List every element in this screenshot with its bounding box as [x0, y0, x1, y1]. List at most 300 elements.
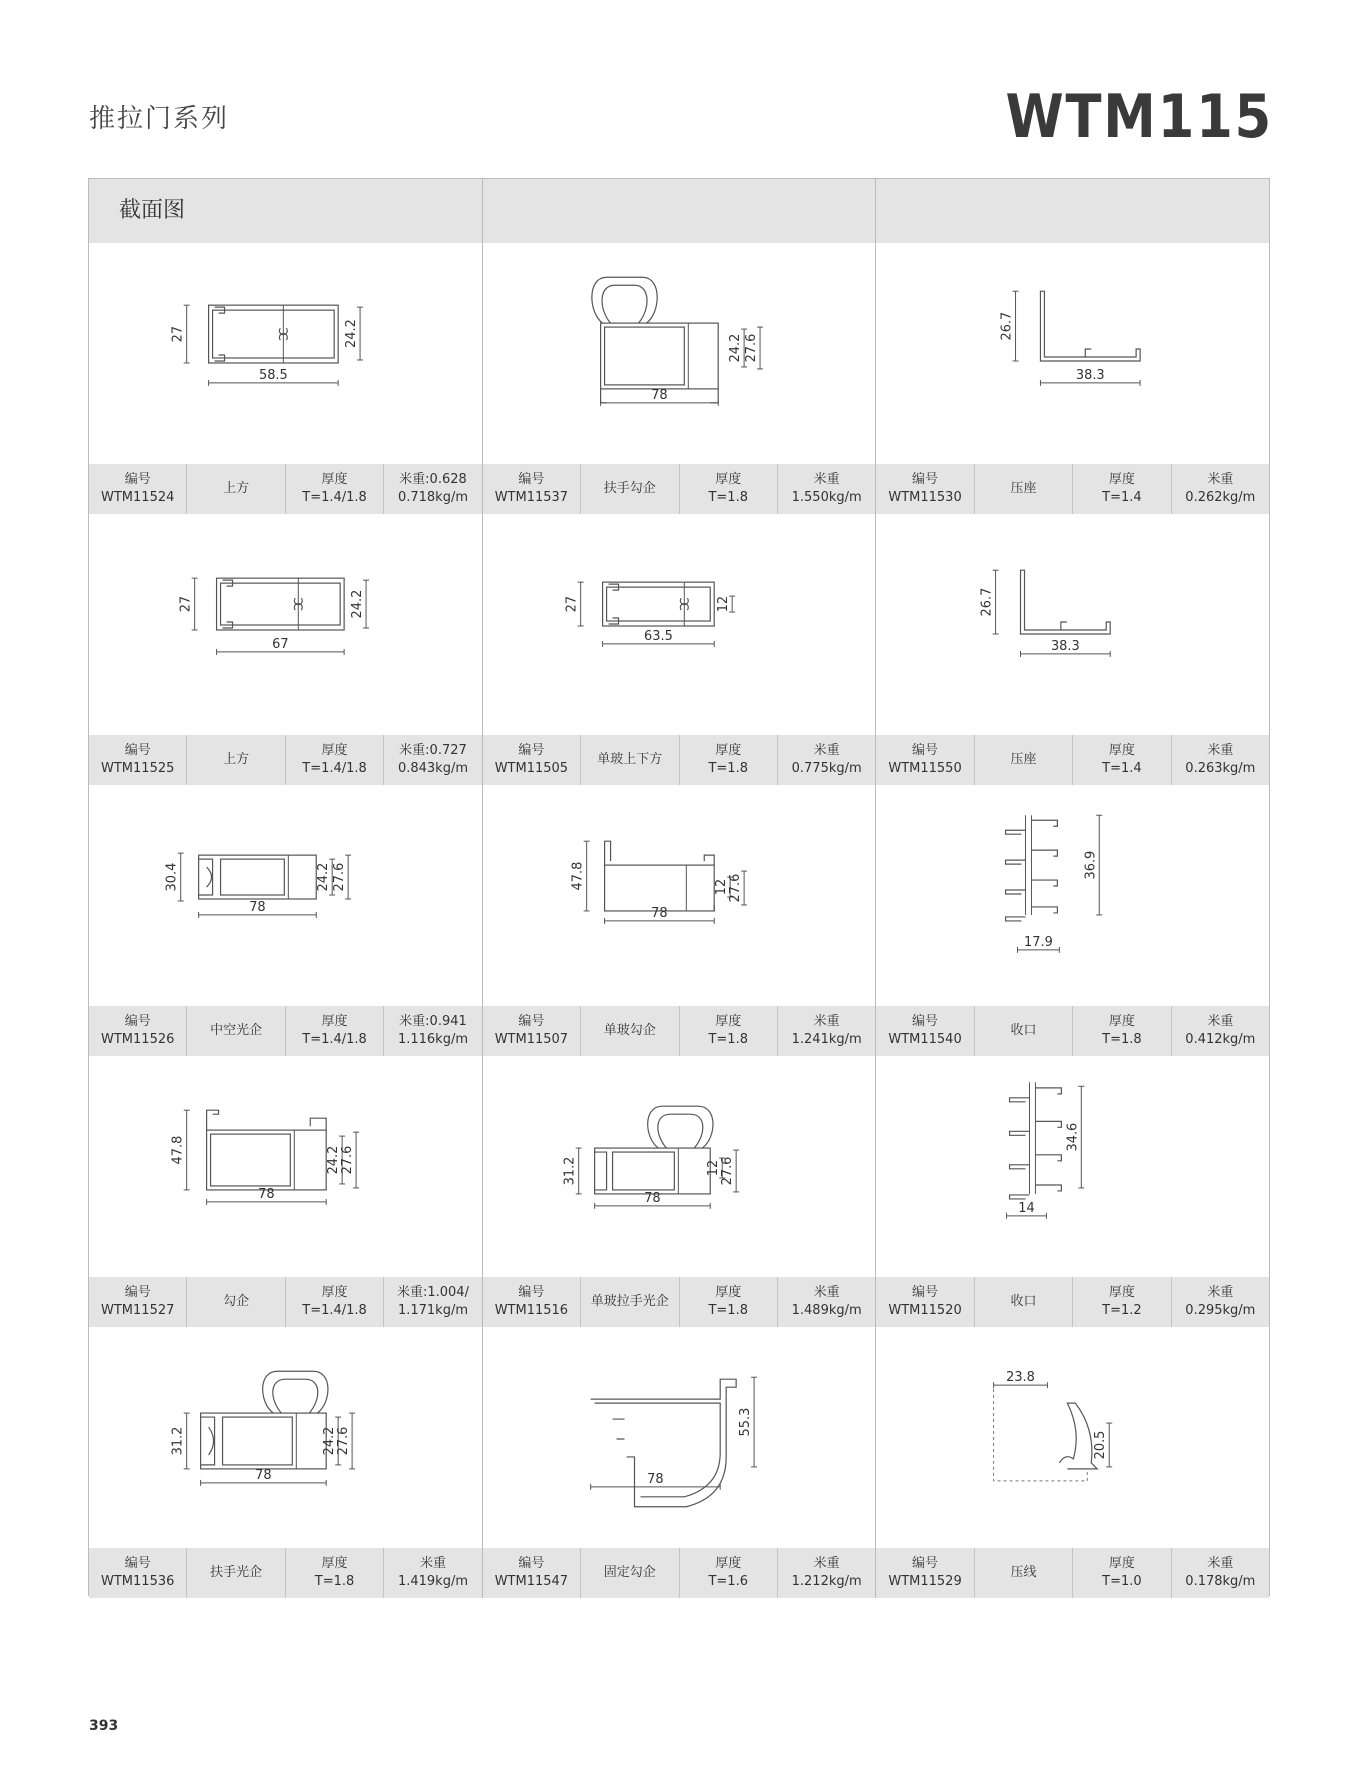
weight-line-1: 米重: [813, 743, 840, 758]
thickness-cell: [680, 735, 778, 785]
profile-outline: [199, 855, 317, 899]
profile-catalog-table: [88, 178, 1270, 1596]
weight-line-1: 米重: [1207, 472, 1234, 487]
thickness-cell: [680, 1548, 778, 1598]
thickness-label: 厚度: [1108, 743, 1135, 758]
profile-cell: [89, 243, 483, 514]
profile-outline: [658, 1114, 703, 1148]
code-cell: [876, 735, 974, 785]
profile-outline: [1006, 890, 1026, 894]
profile-outline: [207, 1130, 327, 1190]
name-cell: [187, 1277, 285, 1327]
profile-code: WTM11529: [888, 1574, 962, 1589]
weight-cell: [778, 464, 875, 514]
profile-name: 上方: [223, 481, 250, 496]
thickness-cell: [680, 464, 778, 514]
table-header-cell: [89, 179, 483, 243]
dimension-label: 12: [713, 878, 729, 896]
dimension-label: 27.6: [340, 1145, 356, 1175]
code-label: 编号: [912, 1285, 939, 1300]
profile-outline: [602, 285, 647, 323]
profile-cell: [876, 785, 1269, 1056]
profile-section-drawing: [876, 1327, 1269, 1548]
weight-line-2: 1.212kg/m: [791, 1574, 862, 1589]
dimension-label: 78: [258, 1186, 275, 1202]
profile-code: WTM11520: [888, 1303, 962, 1318]
dimension-label: 24.2: [727, 333, 743, 363]
profile-outline: [1032, 907, 1058, 913]
profile-code: WTM11526: [101, 1032, 175, 1047]
name-cell: [187, 735, 285, 785]
thickness-label: 厚度: [321, 743, 348, 758]
profile-thickness: T=1.0: [1102, 1574, 1142, 1589]
weight-line-1: 米重:0.941: [399, 1014, 467, 1029]
weight-line-2: 1.241kg/m: [791, 1032, 862, 1047]
profile-thickness: T=1.4/1.8: [302, 1303, 367, 1318]
profile-outline: [1036, 1185, 1062, 1191]
dimension-label: 63.5: [643, 628, 673, 644]
profile-outline: [1032, 880, 1058, 886]
code-label: 编号: [124, 1556, 151, 1571]
weight-line-1: 米重:0.628: [399, 472, 467, 487]
thickness-cell: [680, 1277, 778, 1327]
profile-name: 勾企: [223, 1294, 250, 1309]
dimension-label: 34.6: [1065, 1122, 1081, 1152]
profile-outline: [221, 583, 341, 625]
name-cell: [581, 1277, 679, 1327]
weight-line-2: 0.775kg/m: [791, 761, 862, 776]
thickness-cell: [286, 464, 384, 514]
name-cell: [975, 1006, 1073, 1056]
thickness-cell: [286, 1006, 384, 1056]
profile-outline: [1032, 820, 1058, 826]
profile-name: 扶手光企: [210, 1565, 263, 1580]
profile-thickness: T=1.8: [708, 1032, 748, 1047]
thickness-label: 厚度: [715, 1556, 742, 1571]
profile-cell: [89, 1056, 483, 1327]
profile-outline: [604, 327, 684, 385]
profile-outline: [600, 323, 718, 389]
weight-line-1: 米重: [1207, 1014, 1234, 1029]
profile-section-drawing: [89, 243, 482, 464]
code-label: 编号: [518, 743, 545, 758]
thickness-label: 厚度: [321, 1285, 348, 1300]
dimension-label: 78: [646, 1471, 664, 1487]
profile-outline: [207, 1110, 219, 1130]
weight-cell: [778, 735, 875, 785]
dimension-label: 24.2: [350, 589, 366, 619]
spec-bar: [483, 1006, 876, 1056]
profile-section-drawing: [483, 514, 876, 735]
profile-thickness: T=1.8: [708, 490, 748, 505]
profile-name: 压线: [1010, 1565, 1037, 1580]
profile-name: 压座: [1010, 752, 1037, 767]
profile-section-drawing: [483, 1056, 876, 1277]
dimension-label: 47.8: [570, 861, 586, 891]
dimension-label: 23.8: [1006, 1370, 1036, 1386]
profile-code: WTM11525: [101, 761, 175, 776]
thickness-label: 厚度: [715, 1014, 742, 1029]
profile-outline: [1010, 1131, 1030, 1135]
code-label: 编号: [912, 472, 939, 487]
profile-section-drawing: [89, 785, 482, 1006]
profile-name: 上方: [223, 752, 250, 767]
profile-section-drawing: [483, 243, 876, 464]
thickness-label: 厚度: [321, 1556, 348, 1571]
weight-cell: [1172, 735, 1269, 785]
dimension-label: 67: [272, 636, 289, 652]
dimension-label: 27.6: [332, 862, 348, 892]
spec-bar: [89, 1277, 482, 1327]
profile-outline: [209, 305, 339, 363]
spec-bar: [483, 1548, 876, 1598]
dimension-label: 27: [178, 595, 194, 613]
profile-cell: [89, 1327, 483, 1598]
profile-section-drawing: [89, 1327, 482, 1548]
profile-outline: [1041, 291, 1141, 361]
weight-line-1: 米重: [813, 1556, 840, 1571]
profile-section-drawing: [876, 785, 1269, 1006]
dimension-label: 27.6: [743, 333, 759, 363]
dimension-label: 78: [643, 1190, 661, 1206]
profile-outline: [221, 859, 285, 895]
weight-line-1: 米重: [813, 1014, 840, 1029]
weight-line-2: 0.178kg/m: [1185, 1574, 1256, 1589]
thickness-cell: [1073, 1006, 1171, 1056]
profile-outline: [590, 1379, 736, 1507]
profile-name: 压座: [1010, 481, 1037, 496]
profile-code: WTM11536: [101, 1574, 175, 1589]
profile-section-drawing: [483, 785, 876, 1006]
code-label: 编号: [124, 472, 151, 487]
dimension-label: 58.5: [258, 367, 288, 383]
code-cell: [483, 1277, 581, 1327]
profile-outline: [594, 1152, 606, 1190]
dimension-label: 78: [255, 1467, 272, 1483]
weight-line-2: 0.295kg/m: [1185, 1303, 1256, 1318]
name-cell: [975, 464, 1073, 514]
profile-name: 中空光企: [210, 1023, 263, 1038]
dimension-label: 30.4: [164, 862, 180, 892]
dimension-label: 12: [715, 595, 731, 613]
profile-outline: [201, 1417, 215, 1465]
profile-outline: [1036, 1121, 1062, 1127]
profile-outline: [1006, 860, 1026, 864]
code-label: 编号: [518, 1014, 545, 1029]
weight-line-2: 1.419kg/m: [397, 1574, 468, 1589]
dimension-label: 20.5: [1093, 1430, 1109, 1460]
profile-outline: [310, 1118, 326, 1130]
weight-line-1: 米重: [1207, 743, 1234, 758]
dimension-label: 47.8: [170, 1135, 186, 1165]
spec-bar: [876, 735, 1269, 785]
profile-outline: [612, 1419, 624, 1439]
profile-name: 单玻上下方: [597, 752, 663, 767]
thickness-cell: [286, 1277, 384, 1327]
dimension-label: 55.3: [737, 1407, 753, 1437]
profile-cell: [483, 514, 877, 785]
weight-cell: [384, 735, 481, 785]
spec-bar: [876, 1548, 1269, 1598]
profile-outline: [1086, 349, 1092, 357]
profile-cell: [876, 514, 1269, 785]
dimension-label: 31.2: [562, 1156, 578, 1186]
dimension-label: 78: [650, 387, 668, 403]
profile-code: WTM11505: [494, 761, 569, 776]
dimension-label: 27.6: [336, 1426, 352, 1456]
profile-cell: [483, 243, 877, 514]
spec-bar: [89, 735, 482, 785]
weight-line-1: 米重: [1207, 1556, 1234, 1571]
thickness-label: 厚度: [321, 1014, 348, 1029]
table-header-cell: [876, 179, 1269, 243]
dimension-label: 78: [249, 899, 266, 915]
profile-outline: [704, 855, 714, 911]
weight-cell: [778, 1006, 875, 1056]
profile-outline: [1060, 1403, 1098, 1469]
spec-bar: [483, 735, 876, 785]
profile-name: 单玻拉手光企: [590, 1294, 669, 1309]
thickness-cell: [286, 735, 384, 785]
profile-thickness: T=1.8: [314, 1574, 355, 1589]
code-label: 编号: [518, 1556, 545, 1571]
weight-line-1: 米重: [1207, 1285, 1234, 1300]
name-cell: [187, 1006, 285, 1056]
code-label: 编号: [912, 743, 939, 758]
code-label: 编号: [124, 1285, 151, 1300]
profile-outline: [1010, 1195, 1030, 1199]
profile-cell: [483, 1327, 877, 1598]
dimension-label: 38.3: [1051, 638, 1081, 654]
table-header-cell: [483, 179, 877, 243]
profile-outline: [1006, 830, 1026, 834]
dimension-label: 14: [1018, 1200, 1036, 1216]
profile-code: WTM11547: [494, 1574, 569, 1589]
name-cell: [581, 1006, 679, 1056]
dimension-label: 24.2: [316, 862, 332, 892]
weight-cell: [1172, 464, 1269, 514]
weight-cell: [778, 1277, 875, 1327]
profile-outline: [604, 865, 714, 911]
profile-outline: [602, 582, 714, 626]
code-cell: [876, 464, 974, 514]
profile-name: 扶手勾企: [603, 481, 656, 496]
thickness-cell: [1073, 464, 1171, 514]
dimension-label: 24.2: [344, 319, 360, 348]
spec-bar: [876, 464, 1269, 514]
spec-bar: [89, 464, 482, 514]
series-title: 推拉门系列: [89, 104, 230, 134]
profile-cell: [89, 785, 483, 1056]
profile-code: WTM11550: [888, 761, 962, 776]
weight-cell: [384, 1277, 481, 1327]
dimension-label: 17.9: [1024, 934, 1054, 950]
profile-cell: [89, 514, 483, 785]
code-cell: [483, 1006, 581, 1056]
thickness-label: 厚度: [1108, 472, 1135, 487]
table-row: [89, 243, 1269, 514]
profile-code: WTM11530: [888, 490, 962, 505]
profile-code: WTM11516: [494, 1303, 569, 1318]
thickness-label: 厚度: [1108, 1014, 1135, 1029]
profile-outline: [1032, 850, 1058, 856]
name-cell: [975, 1277, 1073, 1327]
profile-code: WTM11524: [101, 490, 175, 505]
table-row: [89, 1056, 1269, 1327]
code-cell: [89, 1006, 187, 1056]
profile-outline: [217, 578, 345, 630]
weight-cell: [384, 464, 481, 514]
code-cell: [89, 464, 187, 514]
dimension-label: 78: [650, 905, 668, 921]
profile-section-drawing: [89, 1056, 482, 1277]
dimension-label: 27: [170, 325, 186, 343]
name-cell: [581, 735, 679, 785]
profile-name: 收口: [1010, 1023, 1037, 1038]
code-cell: [876, 1277, 974, 1327]
profile-outline: [1061, 622, 1067, 630]
name-cell: [581, 464, 679, 514]
weight-line-1: 米重:1.004/: [396, 1285, 469, 1300]
weight-cell: [1172, 1548, 1269, 1598]
profile-outline: [273, 1379, 318, 1413]
profile-thickness: T=1.8: [708, 1303, 748, 1318]
profile-section-drawing: [876, 1056, 1269, 1277]
profile-thickness: T=1.8: [708, 761, 748, 776]
code-cell: [483, 464, 581, 514]
profile-name: 收口: [1010, 1294, 1037, 1309]
profile-thickness: T=1.2: [1102, 1303, 1142, 1318]
weight-line-2: 0.718kg/m: [397, 490, 468, 505]
dimension-label: 26.7: [999, 311, 1015, 341]
profile-outline: [1006, 917, 1026, 921]
spec-bar: [483, 1277, 876, 1327]
weight-line-2: 1.489kg/m: [791, 1303, 862, 1318]
dimension-label: 27.6: [727, 873, 743, 903]
thickness-cell: [1073, 1548, 1171, 1598]
section-label: 截面图: [119, 198, 186, 223]
profile-cell: [876, 1056, 1269, 1327]
dimension-label: 31.2: [170, 1426, 186, 1456]
code-label: 编号: [912, 1556, 939, 1571]
profile-thickness: T=1.6: [708, 1574, 748, 1589]
dimension-label: 38.3: [1076, 367, 1106, 383]
code-cell: [89, 735, 187, 785]
profile-code: WTM11540: [888, 1032, 962, 1047]
profile-code: WTM11537: [494, 490, 569, 505]
profile-name: 单玻勾企: [603, 1023, 656, 1038]
profile-thickness: T=1.4/1.8: [302, 490, 367, 505]
name-cell: [187, 464, 285, 514]
profile-code: WTM11527: [101, 1303, 175, 1318]
weight-line-2: 0.262kg/m: [1185, 490, 1256, 505]
code-cell: [876, 1006, 974, 1056]
profile-section-drawing: [483, 1327, 876, 1548]
name-cell: [187, 1548, 285, 1598]
profile-cell: [483, 1056, 877, 1327]
profile-outline: [223, 1417, 293, 1465]
code-cell: [483, 735, 581, 785]
profile-section-drawing: [89, 514, 482, 735]
spec-bar: [483, 464, 876, 514]
thickness-cell: [286, 1548, 384, 1598]
dimension-label: 24.2: [326, 1145, 342, 1175]
thickness-cell: [680, 1006, 778, 1056]
thickness-label: 厚度: [1108, 1556, 1135, 1571]
profile-outline: [1021, 570, 1111, 634]
weight-cell: [1172, 1006, 1269, 1056]
weight-line-1: 米重:0.727: [399, 743, 467, 758]
thickness-label: 厚度: [1108, 1285, 1135, 1300]
code-cell: [89, 1548, 187, 1598]
thickness-label: 厚度: [321, 472, 348, 487]
weight-line-2: 0.843kg/m: [397, 761, 468, 776]
code-label: 编号: [518, 1285, 545, 1300]
spec-bar: [89, 1006, 482, 1056]
spec-bar: [876, 1006, 1269, 1056]
profile-outline: [606, 587, 710, 621]
profile-outline: [1036, 1155, 1062, 1161]
weight-line-1: 米重: [419, 1556, 446, 1571]
dimension-label: 27.6: [719, 1156, 735, 1186]
dimension-label: 36.9: [1083, 850, 1099, 880]
thickness-label: 厚度: [715, 472, 742, 487]
profile-section-drawing: [876, 514, 1269, 735]
weight-line-2: 1.116kg/m: [397, 1032, 468, 1047]
spec-bar: [876, 1277, 1269, 1327]
thickness-label: 厚度: [715, 1285, 742, 1300]
code-label: 编号: [124, 1014, 151, 1029]
code-cell: [483, 1548, 581, 1598]
code-cell: [876, 1548, 974, 1598]
profile-outline: [211, 1134, 291, 1186]
dimension-label: 27: [564, 595, 580, 613]
weight-cell: [384, 1548, 481, 1598]
profile-outline: [612, 1152, 674, 1190]
profile-outline: [213, 310, 335, 358]
thickness-cell: [1073, 1277, 1171, 1327]
code-cell: [89, 1277, 187, 1327]
profile-cell: [876, 1327, 1269, 1598]
dimension-label: 24.2: [322, 1426, 338, 1456]
name-cell: [581, 1548, 679, 1598]
profile-thickness: T=1.4/1.8: [302, 761, 367, 776]
dimension-label: 26.7: [979, 587, 995, 617]
profile-thickness: T=1.4/1.8: [302, 1032, 367, 1047]
profile-thickness: T=1.4: [1102, 490, 1142, 505]
thickness-cell: [1073, 735, 1171, 785]
profile-outline: [1010, 1165, 1030, 1169]
profile-outline: [604, 841, 610, 865]
weight-line-2: 1.171kg/m: [397, 1303, 468, 1318]
table-header-row: [89, 179, 1269, 243]
page-number: 393: [89, 1718, 119, 1734]
weight-line-2: 0.412kg/m: [1185, 1032, 1256, 1047]
weight-line-1: 米重: [813, 472, 840, 487]
weight-line-2: 1.550kg/m: [791, 490, 862, 505]
profile-outline: [594, 1148, 710, 1194]
code-label: 编号: [124, 743, 151, 758]
profile-name: 固定勾企: [603, 1565, 656, 1580]
table-row: [89, 1327, 1269, 1598]
profile-section-drawing: [876, 243, 1269, 464]
thickness-label: 厚度: [715, 743, 742, 758]
profile-thickness: T=1.8: [1102, 1032, 1142, 1047]
weight-line-1: 米重: [813, 1285, 840, 1300]
profile-thickness: T=1.4: [1102, 761, 1142, 776]
profile-cell: [876, 243, 1269, 514]
table-row: [89, 785, 1269, 1056]
